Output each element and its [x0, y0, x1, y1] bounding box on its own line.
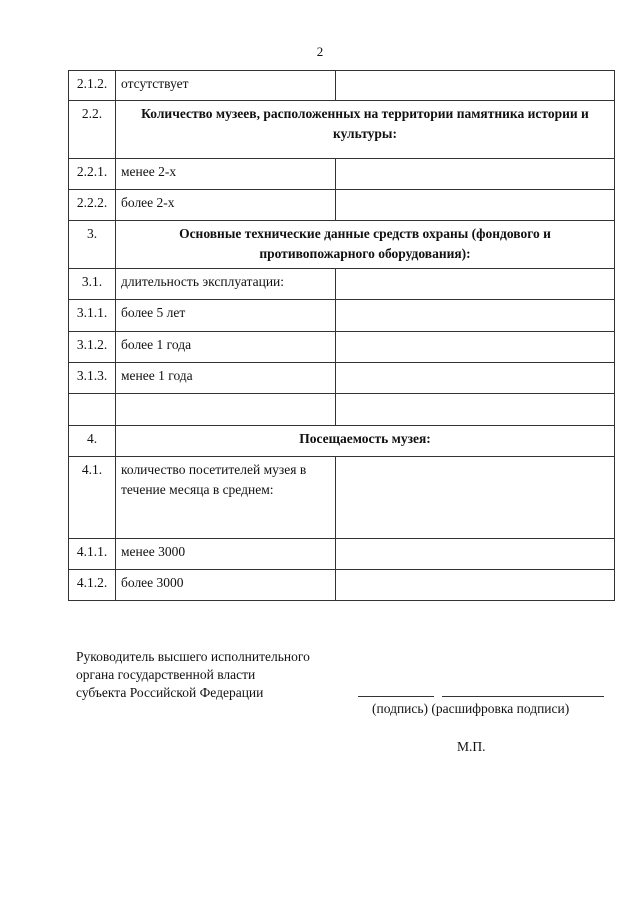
section-heading-row — [69, 426, 615, 457]
row-value — [336, 570, 615, 601]
row-number: 2.2.2. — [69, 190, 116, 221]
page-number: 2 — [316, 44, 324, 59]
row-number: 2.2. — [69, 101, 116, 159]
signatory-title-line: Руководитель высшего исполнительного — [76, 649, 310, 664]
section-heading-row — [69, 221, 615, 269]
row-value — [336, 539, 615, 570]
table-row — [69, 363, 615, 394]
table-row — [69, 332, 615, 363]
row-number: 3.1.3. — [69, 363, 116, 394]
section-heading: Посещаемость музея: — [116, 426, 615, 457]
signatory-title-line: субъекта Российской Федерации — [76, 685, 264, 700]
form-table — [68, 70, 615, 601]
row-number: 4. — [69, 426, 116, 457]
stamp-placeholder: М.П. — [457, 739, 486, 754]
row-label: отсутствует — [116, 71, 336, 101]
row-label: менее 1 года — [116, 363, 336, 394]
row-value — [336, 394, 615, 426]
row-label: длительность эксплуатации: — [116, 269, 336, 300]
row-number: 2.2.1. — [69, 159, 116, 190]
table-row — [69, 159, 615, 190]
row-label — [116, 394, 336, 426]
row-number: 3. — [69, 221, 116, 269]
row-number: 3.1. — [69, 269, 116, 300]
row-value — [336, 269, 615, 300]
row-label: менее 2-х — [116, 159, 336, 190]
table-row — [69, 190, 615, 221]
row-number: 3.1.2. — [69, 332, 116, 363]
row-label: менее 3000 — [116, 539, 336, 570]
row-number: 4.1.2. — [69, 570, 116, 601]
row-label: количество посетителей музея в течение месяца в среднем: — [116, 457, 336, 539]
signatory-title — [76, 648, 310, 702]
table-row — [69, 539, 615, 570]
table-row — [69, 457, 615, 539]
row-label: более 5 лет — [116, 300, 336, 332]
row-label: более 2-х — [116, 190, 336, 221]
row-value — [336, 363, 615, 394]
row-number: 2.1.2. — [69, 71, 116, 101]
row-value — [336, 457, 615, 539]
row-number: 4.1.1. — [69, 539, 116, 570]
row-value — [336, 300, 615, 332]
row-number: 3.1.1. — [69, 300, 116, 332]
table-row — [69, 570, 615, 601]
row-value — [336, 190, 615, 221]
empty-row — [69, 394, 615, 426]
signature-line — [358, 696, 434, 697]
signature-caption: (подпись) (расшифровка подписи) — [372, 701, 570, 716]
table-row — [69, 269, 615, 300]
row-value — [336, 159, 615, 190]
section-heading: Количество музеев, расположенных на территории памятника истории и культуры: — [116, 101, 615, 159]
row-label: более 1 года — [116, 332, 336, 363]
row-label: более 3000 — [116, 570, 336, 601]
section-heading-row — [69, 101, 615, 159]
section-heading: Основные технические данные средств охраны (фондового и противопожарного оборудования): — [116, 221, 615, 269]
table-row — [69, 71, 615, 101]
row-number — [69, 394, 116, 426]
row-number: 4.1. — [69, 457, 116, 539]
row-value — [336, 71, 615, 101]
row-value — [336, 332, 615, 363]
signatory-title-line: органа государственной власти — [76, 667, 256, 682]
table-row — [69, 300, 615, 332]
signature-decoding-line — [442, 696, 604, 697]
